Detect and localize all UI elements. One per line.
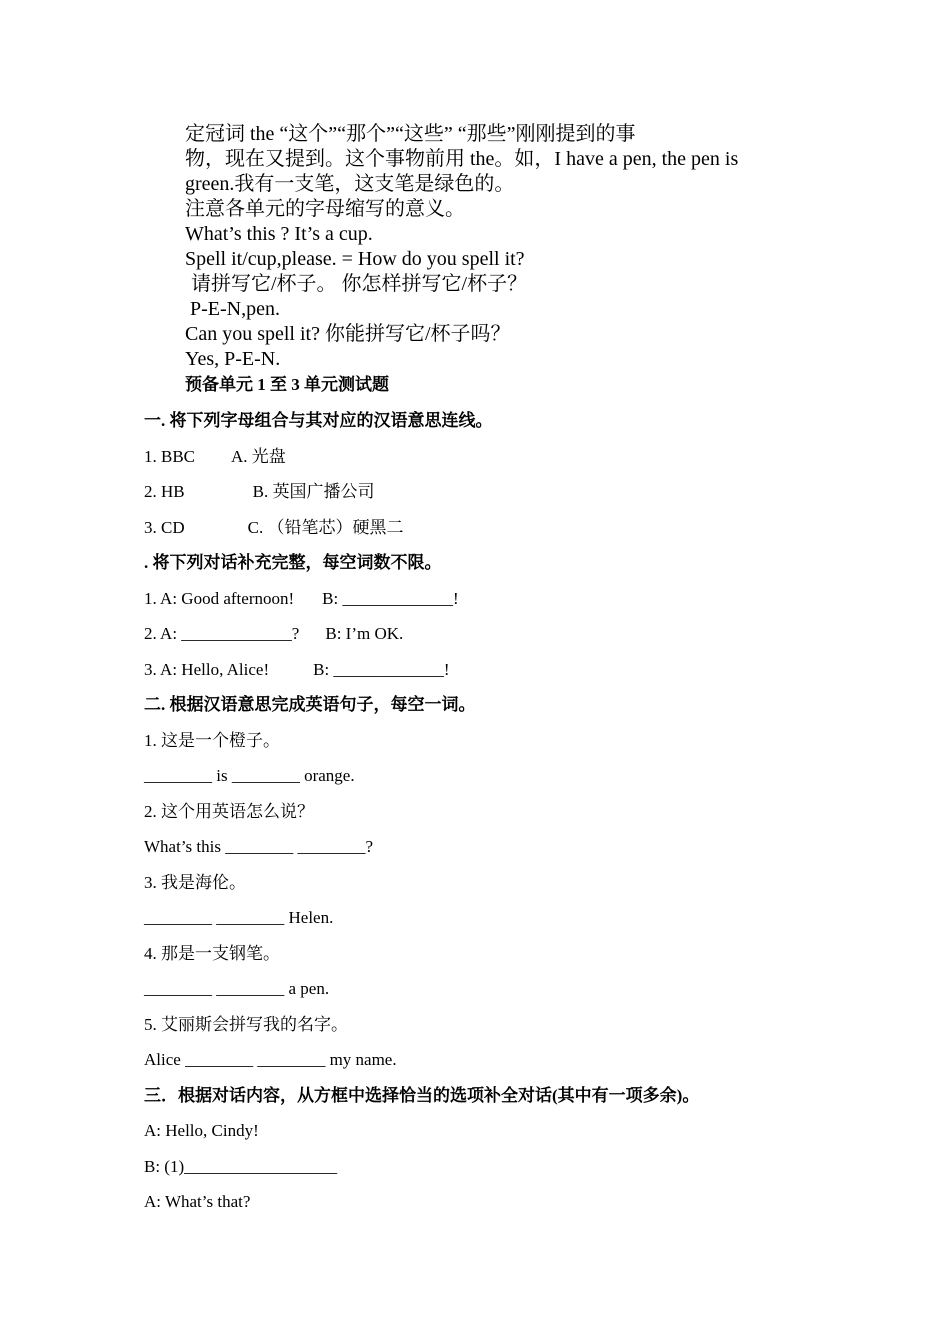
- speaker-a-line: 1. A: Good afternoon!: [144, 588, 295, 608]
- intro-line: green.我有一支笔，这支笔是绿色的。: [185, 173, 515, 195]
- english-blank-line: What’s this ________ ________?: [144, 837, 374, 856]
- chinese-prompt: 3. 我是海伦。: [144, 872, 246, 892]
- unit-test-title: 预备单元 1 至 3 单元测试题: [185, 375, 389, 394]
- chinese-prompt: 1. 这是一个橙子。: [144, 730, 280, 750]
- intro-line: 定冠词 the “这个”“那个”“这些” “那些”刚刚提到的事: [185, 123, 636, 145]
- intro-line: What’s this ? It’s a cup.: [185, 223, 373, 245]
- speaker-b-line: B: _____________!: [322, 588, 459, 608]
- meaning: B. 英国广播公司: [252, 482, 375, 501]
- dialogue-item: [144, 616, 844, 652]
- intro-notes: [185, 122, 825, 397]
- matching-item: [144, 439, 844, 475]
- abbreviation: 1. BBC: [144, 446, 196, 466]
- intro-line: P-E-N,pen.: [190, 298, 280, 320]
- test-body: [144, 403, 844, 1220]
- speaker-a-line: 2. A: _____________?: [144, 624, 300, 643]
- dialogue-item: [144, 652, 844, 688]
- chinese-prompt: 2. 这个用英语怎么说？: [144, 801, 314, 821]
- dialogue-line: A: What’s that?: [144, 1192, 251, 1211]
- intro-line: Can you spell it? 你能拼写它/杯子吗？: [185, 323, 511, 345]
- meaning: C. （铅笔芯）硬黑二: [247, 517, 404, 537]
- english-blank-line: ________ ________ Helen.: [144, 908, 334, 927]
- english-blank-line: ________ is ________ orange.: [144, 766, 355, 785]
- intro-line: 请拼写它/杯子。 你怎样拼写它/杯子？: [191, 273, 528, 295]
- speaker-b-line: B: I’m OK.: [325, 624, 404, 643]
- english-blank-line: ________ ________ a pen.: [144, 979, 330, 998]
- abbreviation: 3. CD: [144, 517, 185, 537]
- section-heading: 二. 根据汉语意思完成英语句子，每空一词。: [144, 695, 476, 714]
- section-heading: 三．根据对话内容，从方框中选择恰当的选项补全对话(其中有一项多余)。: [144, 1085, 700, 1105]
- matching-item: [144, 510, 844, 546]
- intro-line: Yes, P-E-N.: [185, 348, 281, 370]
- section-heading: 一. 将下列字母组合与其对应的汉语意思连线。: [144, 411, 493, 430]
- english-blank-line: Alice ________ ________ my name.: [144, 1050, 397, 1069]
- section-heading: . 将下列对话补充完整，每空词数不限。: [144, 553, 442, 572]
- speaker-a-line: 3. A: Hello, Alice!: [144, 659, 270, 679]
- dialogue-item: [144, 581, 844, 617]
- dialogue-line: A: Hello, Cindy!: [144, 1121, 259, 1140]
- dialogue-line: B: (1)__________________: [144, 1156, 338, 1176]
- intro-line: Spell it/cup,please. = How do you spell it?: [185, 248, 525, 270]
- intro-line: 物，现在又提到。这个事物前用 the。如，I have a pen, the pen is: [185, 148, 739, 170]
- meaning: A. 光盘: [231, 446, 286, 466]
- intro-line: 注意各单元的字母缩写的意义。: [185, 198, 465, 220]
- chinese-prompt: 4. 那是一支钢笔。: [144, 943, 280, 963]
- abbreviation: 2. HB: [144, 482, 185, 501]
- chinese-prompt: 5. 艾丽斯会拼写我的名字。: [144, 1014, 348, 1034]
- speaker-b-line: B: _____________!: [313, 659, 450, 679]
- matching-item: [144, 474, 844, 510]
